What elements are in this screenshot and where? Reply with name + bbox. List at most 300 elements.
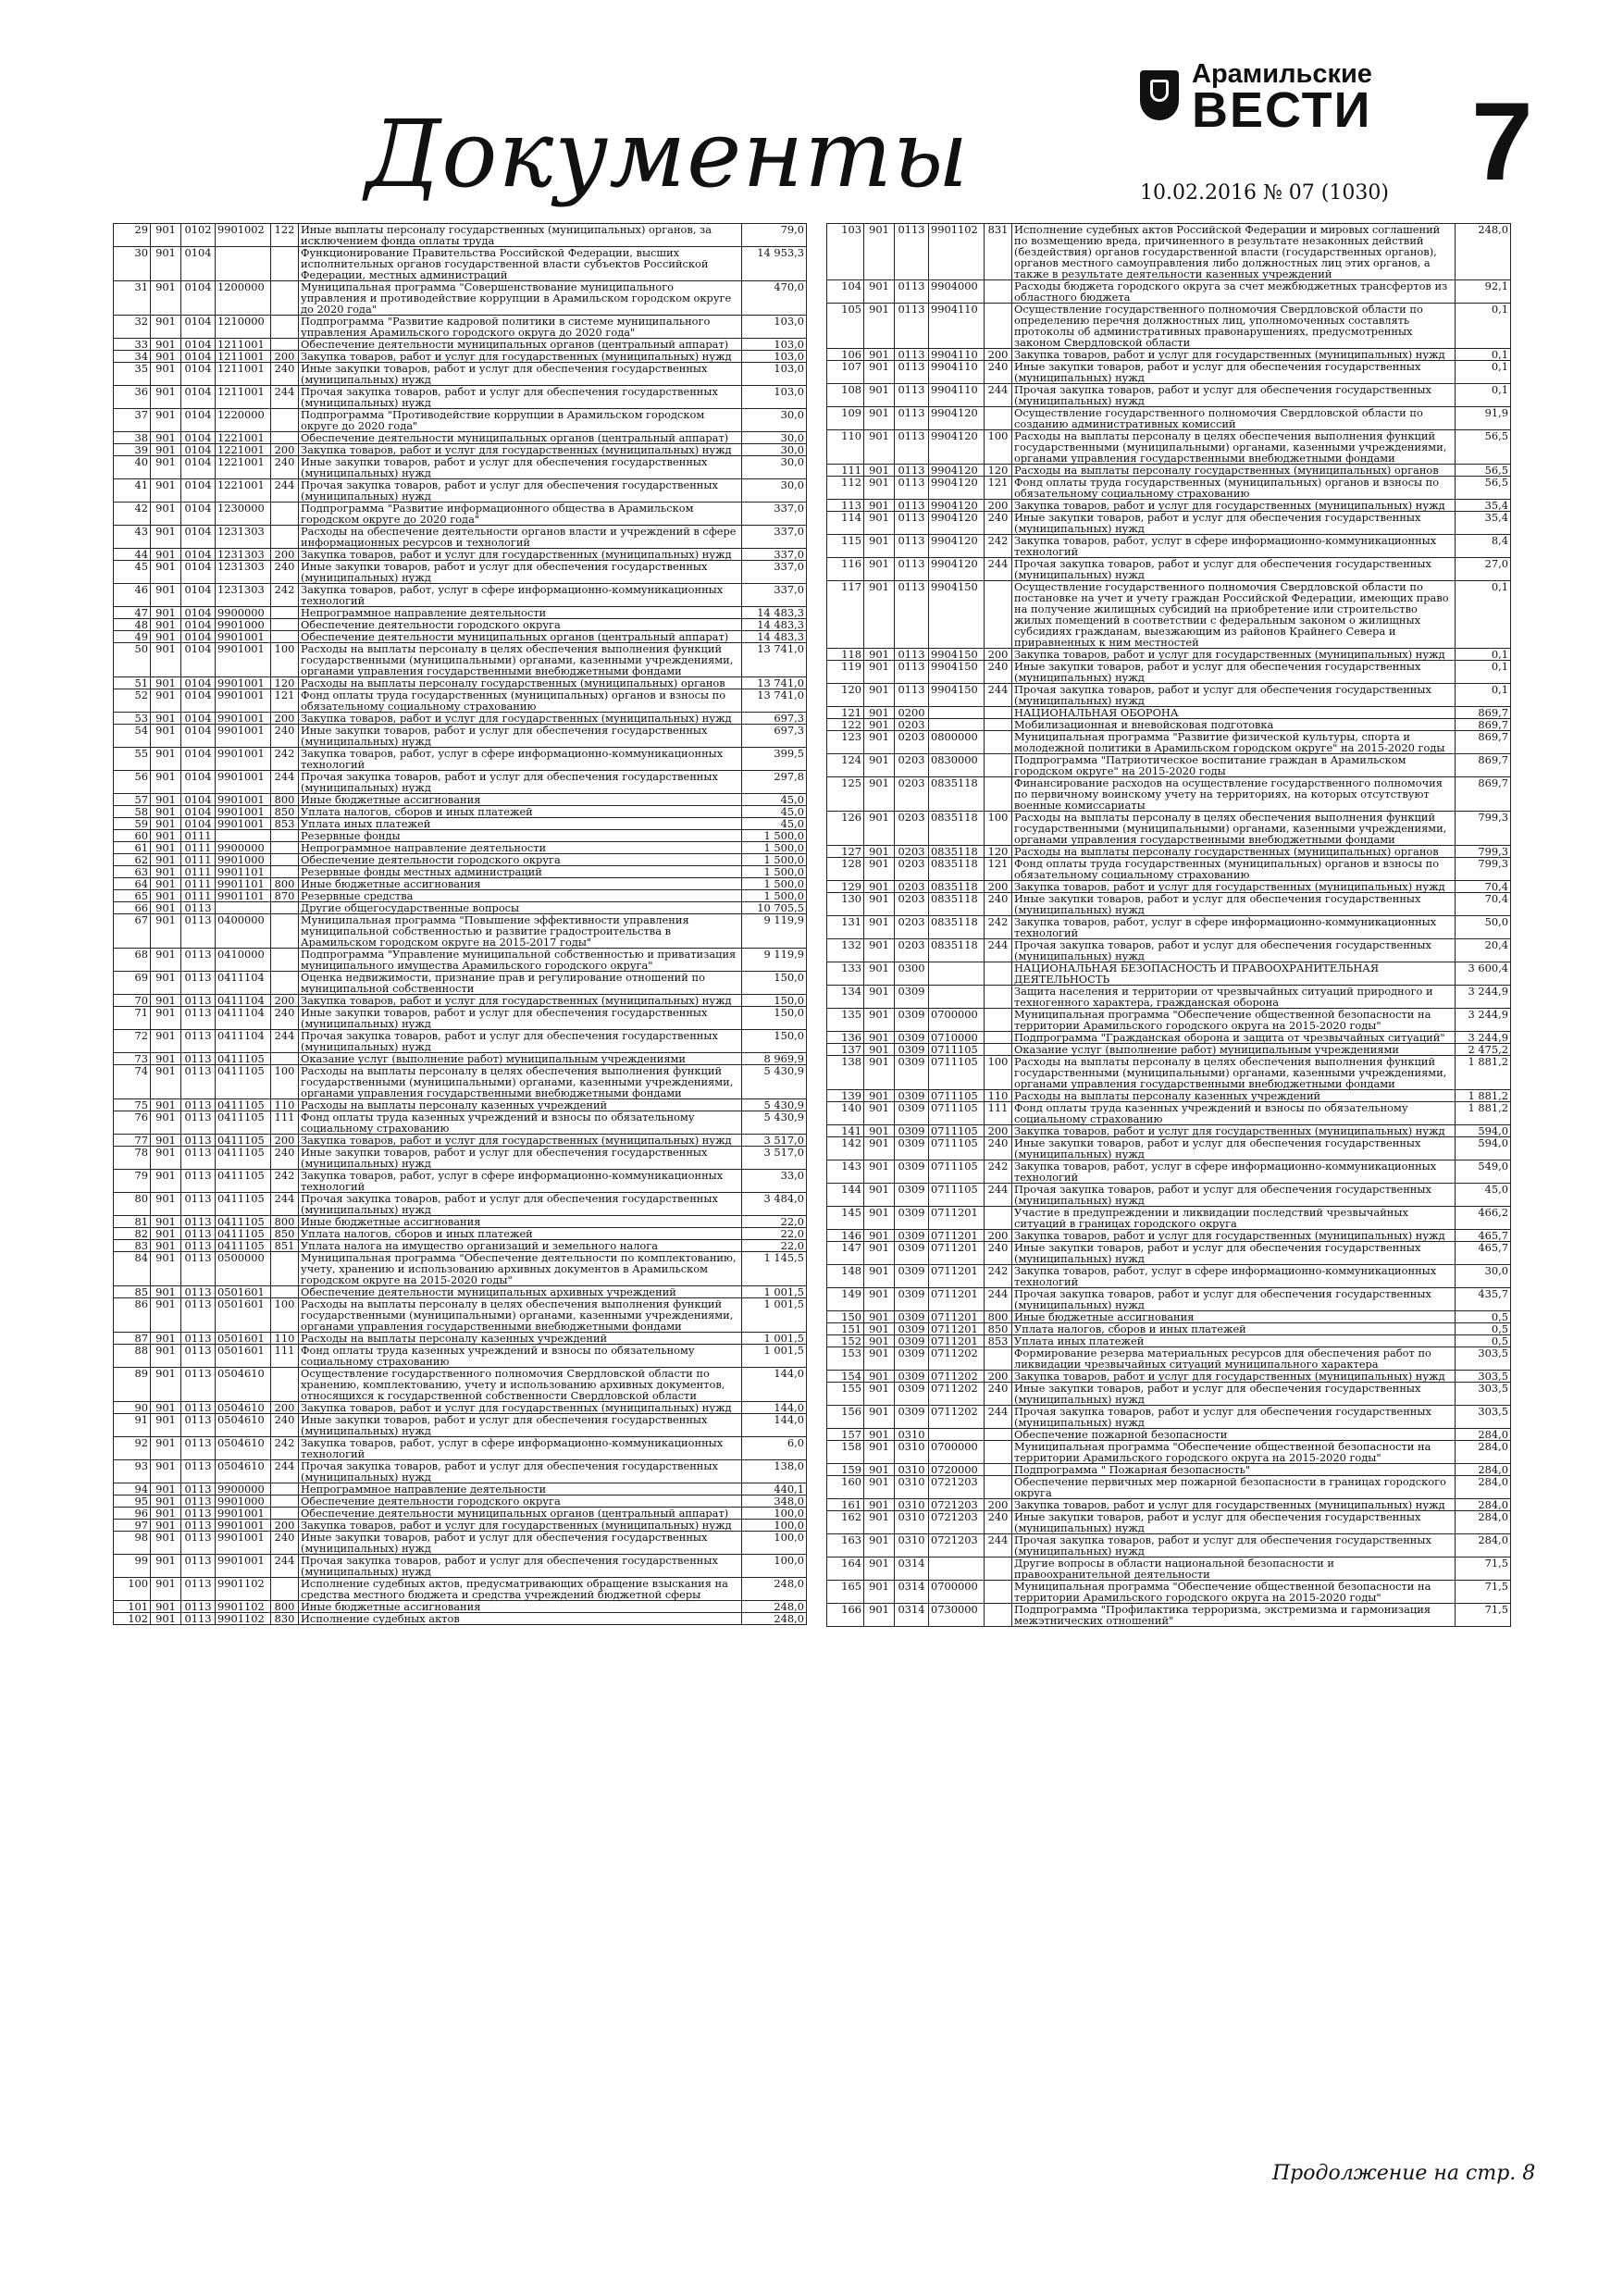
section-code-cell: 0104 bbox=[181, 631, 216, 643]
target-article-code-cell: 9904120 bbox=[929, 430, 985, 465]
expense-name-cell: Непрограммное направление деятельности bbox=[299, 842, 742, 854]
amount-cell: 22,0 bbox=[742, 1228, 807, 1240]
row-number-cell: 103 bbox=[827, 224, 864, 280]
expense-name-cell: Оказание услуг (выполнение работ) муниципальным учреждениями bbox=[1012, 1044, 1456, 1056]
section-code-cell: 0113 bbox=[181, 1578, 216, 1601]
expense-name-cell: Закупка товаров, работ и услуг для государственных (муниципальных) нужд bbox=[299, 995, 742, 1007]
expense-type-code-cell: 200 bbox=[985, 349, 1012, 361]
expense-type-code-cell bbox=[985, 581, 1012, 649]
expense-type-code-cell bbox=[271, 409, 299, 432]
table-row bbox=[827, 1137, 1511, 1160]
expense-type-code-cell bbox=[271, 432, 299, 444]
expense-type-code-cell: 121 bbox=[985, 858, 1012, 881]
section-code-cell: 0104 bbox=[181, 677, 216, 689]
row-number-cell: 157 bbox=[827, 1429, 864, 1441]
table-row bbox=[114, 1402, 807, 1414]
target-article-code-cell: 0411105 bbox=[216, 1135, 271, 1147]
table-row bbox=[114, 479, 807, 503]
row-number-cell: 162 bbox=[827, 1511, 864, 1534]
row-number-cell: 113 bbox=[827, 500, 864, 512]
section-code-cell: 0113 bbox=[181, 1613, 216, 1625]
expense-type-code-cell: 242 bbox=[985, 1265, 1012, 1288]
amount-cell: 337,0 bbox=[742, 584, 807, 607]
table-row bbox=[827, 1558, 1511, 1581]
expense-name-cell: Обеспечение деятельности муниципальных органов (центральный аппарат) bbox=[299, 1508, 742, 1520]
section-code-cell: 0113 bbox=[181, 1437, 216, 1460]
amount-cell: 100,0 bbox=[742, 1555, 807, 1578]
section-code-cell: 0113 bbox=[181, 1065, 216, 1099]
amount-cell: 594,0 bbox=[1456, 1137, 1511, 1160]
expense-name-cell: Прочая закупка товаров, работ и услуг для обеспечения государственных (муниципальных) нужд bbox=[1012, 1288, 1456, 1311]
section-code-cell: 0113 bbox=[181, 949, 216, 972]
target-article-code-cell bbox=[216, 902, 271, 914]
row-number-cell: 53 bbox=[114, 713, 151, 725]
expense-type-code-cell: 853 bbox=[271, 818, 299, 830]
row-number-cell: 65 bbox=[114, 890, 151, 902]
table-row bbox=[114, 1437, 807, 1460]
table-row bbox=[114, 1520, 807, 1532]
section-code-cell: 0309 bbox=[895, 1032, 929, 1044]
expense-name-cell: Уплата налогов, сборов и иных платежей bbox=[299, 1228, 742, 1240]
expense-name-cell: Фонд оплаты труда государственных (муниципальных) органов и взносы по обязательному социальному страхованию bbox=[1012, 477, 1456, 500]
expense-name-cell: Подпрограмма "Патриотическое воспитание граждан в Арамильском городском округе" на 2015-2020 годы bbox=[1012, 754, 1456, 777]
target-article-code-cell: 9904120 bbox=[929, 500, 985, 512]
ministry-code-cell: 901 bbox=[864, 535, 895, 558]
ministry-code-cell: 901 bbox=[864, 1534, 895, 1558]
amount-cell: 10 705,5 bbox=[742, 902, 807, 914]
target-article-code-cell: 1231303 bbox=[216, 584, 271, 607]
expense-name-cell: Подпрограмма "Развитие информационного общества в Арамильском городском округе до 2020 года" bbox=[299, 503, 742, 526]
row-number-cell: 109 bbox=[827, 407, 864, 430]
target-article-code-cell: 0711201 bbox=[929, 1288, 985, 1311]
amount-cell: 869,7 bbox=[1456, 731, 1511, 754]
section-code-cell: 0113 bbox=[181, 1228, 216, 1240]
expense-type-code-cell: 242 bbox=[271, 584, 299, 607]
ministry-code-cell: 901 bbox=[151, 1065, 181, 1099]
table-row bbox=[114, 456, 807, 479]
section-code-cell: 0104 bbox=[181, 526, 216, 549]
target-article-code-cell: 9904150 bbox=[929, 661, 985, 684]
row-number-cell: 112 bbox=[827, 477, 864, 500]
expense-type-code-cell bbox=[271, 503, 299, 526]
ministry-code-cell: 901 bbox=[151, 1368, 181, 1402]
expense-type-code-cell bbox=[271, 914, 299, 949]
amount-cell: 303,5 bbox=[1456, 1347, 1511, 1371]
row-number-cell: 33 bbox=[114, 339, 151, 351]
amount-cell: 1 001,5 bbox=[742, 1286, 807, 1298]
section-code-cell: 0113 bbox=[895, 477, 929, 500]
row-number-cell: 149 bbox=[827, 1288, 864, 1311]
amount-cell: 284,0 bbox=[1456, 1534, 1511, 1558]
expense-type-code-cell: 800 bbox=[271, 1601, 299, 1613]
expense-type-code-cell: 240 bbox=[985, 1511, 1012, 1534]
row-number-cell: 165 bbox=[827, 1581, 864, 1604]
expense-type-code-cell bbox=[271, 842, 299, 854]
expense-type-code-cell bbox=[271, 1578, 299, 1601]
expense-type-code-cell: 120 bbox=[985, 846, 1012, 858]
table-row bbox=[827, 430, 1511, 465]
target-article-code-cell: 9901001 bbox=[216, 643, 271, 677]
amount-cell: 144,0 bbox=[742, 1368, 807, 1402]
expense-name-cell: Фонд оплаты труда казенных учреждений и взносы по обязательному социальному страхованию bbox=[299, 1111, 742, 1135]
ministry-code-cell: 901 bbox=[864, 1265, 895, 1288]
table-row bbox=[114, 972, 807, 995]
row-number-cell: 141 bbox=[827, 1125, 864, 1137]
ministry-code-cell: 901 bbox=[151, 363, 181, 386]
section-code-cell: 0113 bbox=[181, 1520, 216, 1532]
row-number-cell: 55 bbox=[114, 748, 151, 771]
row-number-cell: 73 bbox=[114, 1053, 151, 1065]
expense-name-cell: Закупка товаров, работ, услуг в сфере информационно-коммуникационных технологий bbox=[299, 1170, 742, 1193]
row-number-cell: 91 bbox=[114, 1414, 151, 1437]
expense-type-code-cell: 240 bbox=[985, 893, 1012, 916]
target-article-code-cell: 0711201 bbox=[929, 1265, 985, 1288]
table-row bbox=[827, 916, 1511, 939]
section-code-cell: 0113 bbox=[181, 1286, 216, 1298]
row-number-cell: 52 bbox=[114, 689, 151, 713]
expense-name-cell: НАЦИОНАЛЬНАЯ БЕЗОПАСНОСТЬ И ПРАВООХРАНИТЕЛЬНАЯ ДЕЯТЕЛЬНОСТЬ bbox=[1012, 962, 1456, 986]
section-code-cell: 0113 bbox=[181, 1170, 216, 1193]
expense-type-code-cell: 850 bbox=[271, 806, 299, 818]
expense-name-cell: Резервные фонды bbox=[299, 830, 742, 842]
expense-name-cell: Прочая закупка товаров, работ и услуг для обеспечения государственных (муниципальных) нужд bbox=[299, 1193, 742, 1216]
section-code-cell: 0113 bbox=[181, 1532, 216, 1555]
expense-type-code-cell bbox=[985, 1604, 1012, 1627]
section-code-cell: 0104 bbox=[181, 725, 216, 748]
expense-type-code-cell bbox=[985, 1441, 1012, 1464]
section-code-cell: 0309 bbox=[895, 986, 929, 1009]
ministry-code-cell: 901 bbox=[864, 1032, 895, 1044]
row-number-cell: 140 bbox=[827, 1102, 864, 1125]
row-number-cell: 56 bbox=[114, 771, 151, 794]
amount-cell: 869,7 bbox=[1456, 719, 1511, 731]
target-article-code-cell: 0721203 bbox=[929, 1534, 985, 1558]
amount-cell: 45,0 bbox=[742, 806, 807, 818]
expense-name-cell: Расходы на выплаты персоналу казенных учреждений bbox=[299, 1333, 742, 1345]
amount-cell: 103,0 bbox=[742, 386, 807, 409]
expense-type-code-cell bbox=[271, 1252, 299, 1286]
expense-type-code-cell: 244 bbox=[271, 386, 299, 409]
expense-type-code-cell: 831 bbox=[985, 224, 1012, 280]
expense-name-cell: Закупка товаров, работ и услуг для государственных (муниципальных) нужд bbox=[1012, 1371, 1456, 1383]
amount-cell: 1 500,0 bbox=[742, 842, 807, 854]
target-article-code-cell: 0711201 bbox=[929, 1230, 985, 1242]
target-article-code-cell: 0835118 bbox=[929, 846, 985, 858]
expense-type-code-cell: 242 bbox=[985, 535, 1012, 558]
row-number-cell: 69 bbox=[114, 972, 151, 995]
target-article-code-cell: 0500000 bbox=[216, 1252, 271, 1286]
amount-cell: 144,0 bbox=[742, 1414, 807, 1437]
amount-cell: 100,0 bbox=[742, 1520, 807, 1532]
ministry-code-cell: 901 bbox=[864, 1160, 895, 1184]
ministry-code-cell: 901 bbox=[151, 972, 181, 995]
ministry-code-cell: 901 bbox=[864, 1137, 895, 1160]
amount-cell: 70,4 bbox=[1456, 881, 1511, 893]
ministry-code-cell: 901 bbox=[151, 1555, 181, 1578]
amount-cell: 697,3 bbox=[742, 725, 807, 748]
section-code-cell: 0104 bbox=[181, 409, 216, 432]
row-number-cell: 148 bbox=[827, 1265, 864, 1288]
table-row bbox=[114, 830, 807, 842]
expense-name-cell: Закупка товаров, работ, услуг в сфере информационно-коммуникационных технологий bbox=[299, 1437, 742, 1460]
expense-type-code-cell: 244 bbox=[985, 384, 1012, 407]
target-article-code-cell: 9901101 bbox=[216, 878, 271, 890]
row-number-cell: 128 bbox=[827, 858, 864, 881]
row-number-cell: 43 bbox=[114, 526, 151, 549]
amount-cell: 103,0 bbox=[742, 316, 807, 339]
expense-type-code-cell bbox=[271, 631, 299, 643]
ministry-code-cell: 901 bbox=[151, 830, 181, 842]
expense-name-cell: Уплата налогов, сборов и иных платежей bbox=[299, 806, 742, 818]
amount-cell: 0,1 bbox=[1456, 361, 1511, 384]
table-row bbox=[114, 748, 807, 771]
expense-type-code-cell: 200 bbox=[985, 1230, 1012, 1242]
target-article-code-cell: 9904110 bbox=[929, 361, 985, 384]
expense-type-code-cell bbox=[271, 902, 299, 914]
expense-type-code-cell: 100 bbox=[985, 430, 1012, 465]
row-number-cell: 127 bbox=[827, 846, 864, 858]
section-code-cell: 0104 bbox=[181, 281, 216, 316]
expense-name-cell: Обеспечение деятельности городского округа bbox=[299, 619, 742, 631]
row-number-cell: 80 bbox=[114, 1193, 151, 1216]
target-article-code-cell: 0711201 bbox=[929, 1311, 985, 1323]
expense-name-cell: Закупка товаров, работ, услуг в сфере информационно-коммуникационных технологий bbox=[1012, 1160, 1456, 1184]
row-number-cell: 100 bbox=[114, 1578, 151, 1601]
amount-cell: 284,0 bbox=[1456, 1499, 1511, 1511]
expense-name-cell: Прочая закупка товаров, работ и услуг для обеспечения государственных (муниципальных) нужд bbox=[1012, 1406, 1456, 1429]
ministry-code-cell: 901 bbox=[151, 409, 181, 432]
amount-cell: 100,0 bbox=[742, 1532, 807, 1555]
amount-cell: 284,0 bbox=[1456, 1441, 1511, 1464]
section-title: Документы bbox=[365, 100, 970, 208]
amount-cell: 1 001,5 bbox=[742, 1345, 807, 1368]
amount-cell: 13 741,0 bbox=[742, 689, 807, 713]
section-code-cell: 0104 bbox=[181, 561, 216, 584]
expense-type-code-cell: 240 bbox=[985, 661, 1012, 684]
ministry-code-cell: 901 bbox=[864, 846, 895, 858]
expense-name-cell: Иные закупки товаров, работ и услуг для обеспечения государственных (муниципальных) нужд bbox=[1012, 1383, 1456, 1406]
expense-type-code-cell: 200 bbox=[271, 1520, 299, 1532]
table-row bbox=[114, 1228, 807, 1240]
expense-type-code-cell: 111 bbox=[271, 1345, 299, 1368]
target-article-code-cell: 9901102 bbox=[216, 1601, 271, 1613]
ministry-code-cell: 901 bbox=[151, 1437, 181, 1460]
ministry-code-cell: 901 bbox=[864, 1464, 895, 1476]
section-code-cell: 0203 bbox=[895, 881, 929, 893]
expense-name-cell: Иные закупки товаров, работ и услуг для обеспечения государственных (муниципальных) нужд bbox=[299, 1007, 742, 1030]
target-article-code-cell bbox=[929, 962, 985, 986]
target-article-code-cell: 1221001 bbox=[216, 456, 271, 479]
expense-type-code-cell bbox=[271, 281, 299, 316]
expense-name-cell: Обеспечение деятельности муниципальных органов (центральный аппарат) bbox=[299, 631, 742, 643]
row-number-cell: 47 bbox=[114, 607, 151, 619]
ministry-code-cell: 901 bbox=[864, 361, 895, 384]
table-row bbox=[114, 643, 807, 677]
table-row bbox=[114, 842, 807, 854]
table-row bbox=[114, 689, 807, 713]
expense-name-cell: Участие в предупреждении и ликвидации последствий чрезвычайных ситуаций в границах городского округа bbox=[1012, 1207, 1456, 1230]
expense-type-code-cell bbox=[271, 607, 299, 619]
table-row bbox=[827, 224, 1511, 280]
row-number-cell: 138 bbox=[827, 1056, 864, 1090]
row-number-cell: 59 bbox=[114, 818, 151, 830]
section-code-cell: 0104 bbox=[181, 689, 216, 713]
amount-cell: 0,1 bbox=[1456, 384, 1511, 407]
target-article-code-cell: 0700000 bbox=[929, 1581, 985, 1604]
section-code-cell: 0104 bbox=[181, 584, 216, 607]
row-number-cell: 31 bbox=[114, 281, 151, 316]
expense-name-cell: Уплата налога на имущество организаций и земельного налога bbox=[299, 1240, 742, 1252]
target-article-code-cell: 0835118 bbox=[929, 858, 985, 881]
expense-name-cell: Иные закупки товаров, работ и услуг для обеспечения государственных (муниципальных) нужд bbox=[299, 561, 742, 584]
amount-cell: 70,4 bbox=[1456, 893, 1511, 916]
expense-name-cell: Закупка товаров, работ и услуг для государственных (муниципальных) нужд bbox=[1012, 349, 1456, 361]
table-row bbox=[114, 1053, 807, 1065]
expense-name-cell: Прочая закупка товаров, работ и услуг для обеспечения государственных (муниципальных) нужд bbox=[1012, 939, 1456, 962]
expense-name-cell: Осуществление государственного полномочия Свердловской области по постановке на учет и учету граждан Российской Федерации, имеющих право на получение жилищных субсидий на приобретение или строительство жилых помещений в соответствии с федеральным законом о жилищных субсидиях гражданам, выезжающим из районов Крайнего Севера и приравненных к ним местностей bbox=[1012, 581, 1456, 649]
ministry-code-cell: 901 bbox=[151, 677, 181, 689]
ministry-code-cell: 901 bbox=[151, 479, 181, 503]
row-number-cell: 164 bbox=[827, 1558, 864, 1581]
row-number-cell: 116 bbox=[827, 558, 864, 581]
target-article-code-cell: 9900000 bbox=[216, 842, 271, 854]
section-code-cell: 0113 bbox=[895, 512, 929, 535]
expense-name-cell: Фонд оплаты труда государственных (муниципальных) органов и взносы по обязательному социальному страхованию bbox=[299, 689, 742, 713]
target-article-code-cell: 9904150 bbox=[929, 581, 985, 649]
row-number-cell: 38 bbox=[114, 432, 151, 444]
expense-type-code-cell: 242 bbox=[271, 1170, 299, 1193]
section-code-cell: 0113 bbox=[895, 349, 929, 361]
table-row bbox=[114, 1193, 807, 1216]
amount-cell: 103,0 bbox=[742, 363, 807, 386]
table-row bbox=[827, 581, 1511, 649]
amount-cell: 13 741,0 bbox=[742, 643, 807, 677]
row-number-cell: 48 bbox=[114, 619, 151, 631]
section-code-cell: 0113 bbox=[181, 1460, 216, 1483]
amount-cell: 3 517,0 bbox=[742, 1147, 807, 1170]
expense-type-code-cell: 120 bbox=[271, 677, 299, 689]
row-number-cell: 29 bbox=[114, 224, 151, 247]
expense-type-code-cell: 121 bbox=[985, 477, 1012, 500]
table-row bbox=[827, 1044, 1511, 1056]
expense-name-cell: Иные выплаты персоналу государственных (муниципальных) органов, за исключением фонда оплаты труда bbox=[299, 224, 742, 247]
target-article-code-cell bbox=[929, 719, 985, 731]
section-code-cell: 0104 bbox=[181, 479, 216, 503]
expense-type-code-cell: 240 bbox=[271, 1532, 299, 1555]
table-row bbox=[827, 731, 1511, 754]
section-code-cell: 0104 bbox=[181, 444, 216, 456]
target-article-code-cell: 0721203 bbox=[929, 1476, 985, 1499]
section-code-cell: 0113 bbox=[895, 581, 929, 649]
ministry-code-cell: 901 bbox=[864, 500, 895, 512]
section-code-cell: 0309 bbox=[895, 1056, 929, 1090]
ministry-code-cell: 901 bbox=[151, 386, 181, 409]
section-code-cell: 0113 bbox=[181, 1252, 216, 1286]
row-number-cell: 139 bbox=[827, 1090, 864, 1102]
ministry-code-cell: 901 bbox=[151, 1508, 181, 1520]
ministry-code-cell: 901 bbox=[864, 1090, 895, 1102]
section-code-cell: 0104 bbox=[181, 386, 216, 409]
expense-name-cell: Муниципальная программа "Обеспечение общественной безопасности на территории Арамильского городского округа на 2015-2020 годы" bbox=[1012, 1441, 1456, 1464]
table-row bbox=[114, 432, 807, 444]
row-number-cell: 77 bbox=[114, 1135, 151, 1147]
expense-name-cell: Прочая закупка товаров, работ и услуг для обеспечения государственных (муниципальных) нужд bbox=[299, 771, 742, 794]
expense-name-cell: Закупка товаров, работ и услуг для государственных (муниципальных) нужд bbox=[299, 549, 742, 561]
expense-type-code-cell: 100 bbox=[985, 1056, 1012, 1090]
row-number-cell: 81 bbox=[114, 1216, 151, 1228]
ministry-code-cell: 901 bbox=[864, 1125, 895, 1137]
ministry-code-cell: 901 bbox=[151, 1252, 181, 1286]
expense-name-cell: Прочая закупка товаров, работ и услуг для обеспечения государственных (муниципальных) нужд bbox=[299, 1555, 742, 1578]
row-number-cell: 34 bbox=[114, 351, 151, 363]
expense-type-code-cell: 200 bbox=[985, 500, 1012, 512]
ministry-code-cell: 901 bbox=[864, 1406, 895, 1429]
table-row bbox=[827, 939, 1511, 962]
target-article-code-cell: 0711105 bbox=[929, 1090, 985, 1102]
issue-date-number: 10.02.2016 № 07 (1030) bbox=[1140, 181, 1389, 205]
ministry-code-cell: 901 bbox=[864, 384, 895, 407]
target-article-code-cell: 0720000 bbox=[929, 1464, 985, 1476]
ministry-code-cell: 901 bbox=[151, 1111, 181, 1135]
ministry-code-cell: 901 bbox=[864, 1604, 895, 1627]
expense-type-code-cell: 122 bbox=[271, 224, 299, 247]
table-row bbox=[827, 1476, 1511, 1499]
row-number-cell: 160 bbox=[827, 1476, 864, 1499]
expense-type-code-cell bbox=[985, 731, 1012, 754]
expense-type-code-cell: 244 bbox=[271, 1193, 299, 1216]
expense-name-cell: Закупка товаров, работ и услуг для государственных (муниципальных) нужд bbox=[1012, 1230, 1456, 1242]
expense-type-code-cell: 240 bbox=[271, 1007, 299, 1030]
expense-name-cell: Подпрограмма "Управление муниципальной собственностью и приватизация муниципального имущества Арамильского городского округа" bbox=[299, 949, 742, 972]
target-article-code-cell bbox=[929, 986, 985, 1009]
expense-name-cell: Фонд оплаты труда казенных учреждений и взносы по обязательному социальному страхованию bbox=[1012, 1102, 1456, 1125]
target-article-code-cell: 9901000 bbox=[216, 854, 271, 866]
ministry-code-cell: 901 bbox=[864, 1581, 895, 1604]
section-code-cell: 0309 bbox=[895, 1090, 929, 1102]
table-row bbox=[114, 1414, 807, 1437]
amount-cell: 6,0 bbox=[742, 1437, 807, 1460]
section-code-cell: 0104 bbox=[181, 456, 216, 479]
target-article-code-cell: 9904120 bbox=[929, 477, 985, 500]
row-number-cell: 96 bbox=[114, 1508, 151, 1520]
amount-cell: 0,1 bbox=[1456, 684, 1511, 707]
target-article-code-cell: 9904110 bbox=[929, 349, 985, 361]
amount-cell: 30,0 bbox=[1456, 1265, 1511, 1288]
ministry-code-cell: 901 bbox=[151, 902, 181, 914]
ministry-code-cell: 901 bbox=[864, 1230, 895, 1242]
expense-name-cell: Иные закупки товаров, работ и услуг для обеспечения государственных (муниципальных) нужд bbox=[299, 1147, 742, 1170]
target-article-code-cell: 0721203 bbox=[929, 1511, 985, 1534]
target-article-code-cell: 0411105 bbox=[216, 1216, 271, 1228]
amount-cell: 91,9 bbox=[1456, 407, 1511, 430]
expense-type-code-cell bbox=[271, 526, 299, 549]
expense-name-cell: Иные закупки товаров, работ и услуг для обеспечения государственных (муниципальных) нужд bbox=[299, 1414, 742, 1437]
table-row bbox=[114, 281, 807, 316]
section-code-cell: 0310 bbox=[895, 1464, 929, 1476]
row-number-cell: 86 bbox=[114, 1298, 151, 1333]
target-article-code-cell: 0711105 bbox=[929, 1137, 985, 1160]
expense-type-code-cell: 240 bbox=[985, 361, 1012, 384]
expense-type-code-cell: 240 bbox=[985, 1137, 1012, 1160]
expense-type-code-cell: 242 bbox=[985, 1160, 1012, 1184]
expense-name-cell: Закупка товаров, работ и услуг для государственных (муниципальных) нужд bbox=[299, 1135, 742, 1147]
ministry-code-cell: 901 bbox=[864, 661, 895, 684]
coat-of-arms-icon bbox=[1140, 70, 1179, 120]
expense-name-cell: Закупка товаров, работ и услуг для государственных (муниципальных) нужд bbox=[299, 713, 742, 725]
table-row bbox=[827, 1323, 1511, 1335]
ministry-code-cell: 901 bbox=[151, 1532, 181, 1555]
table-row bbox=[827, 661, 1511, 684]
